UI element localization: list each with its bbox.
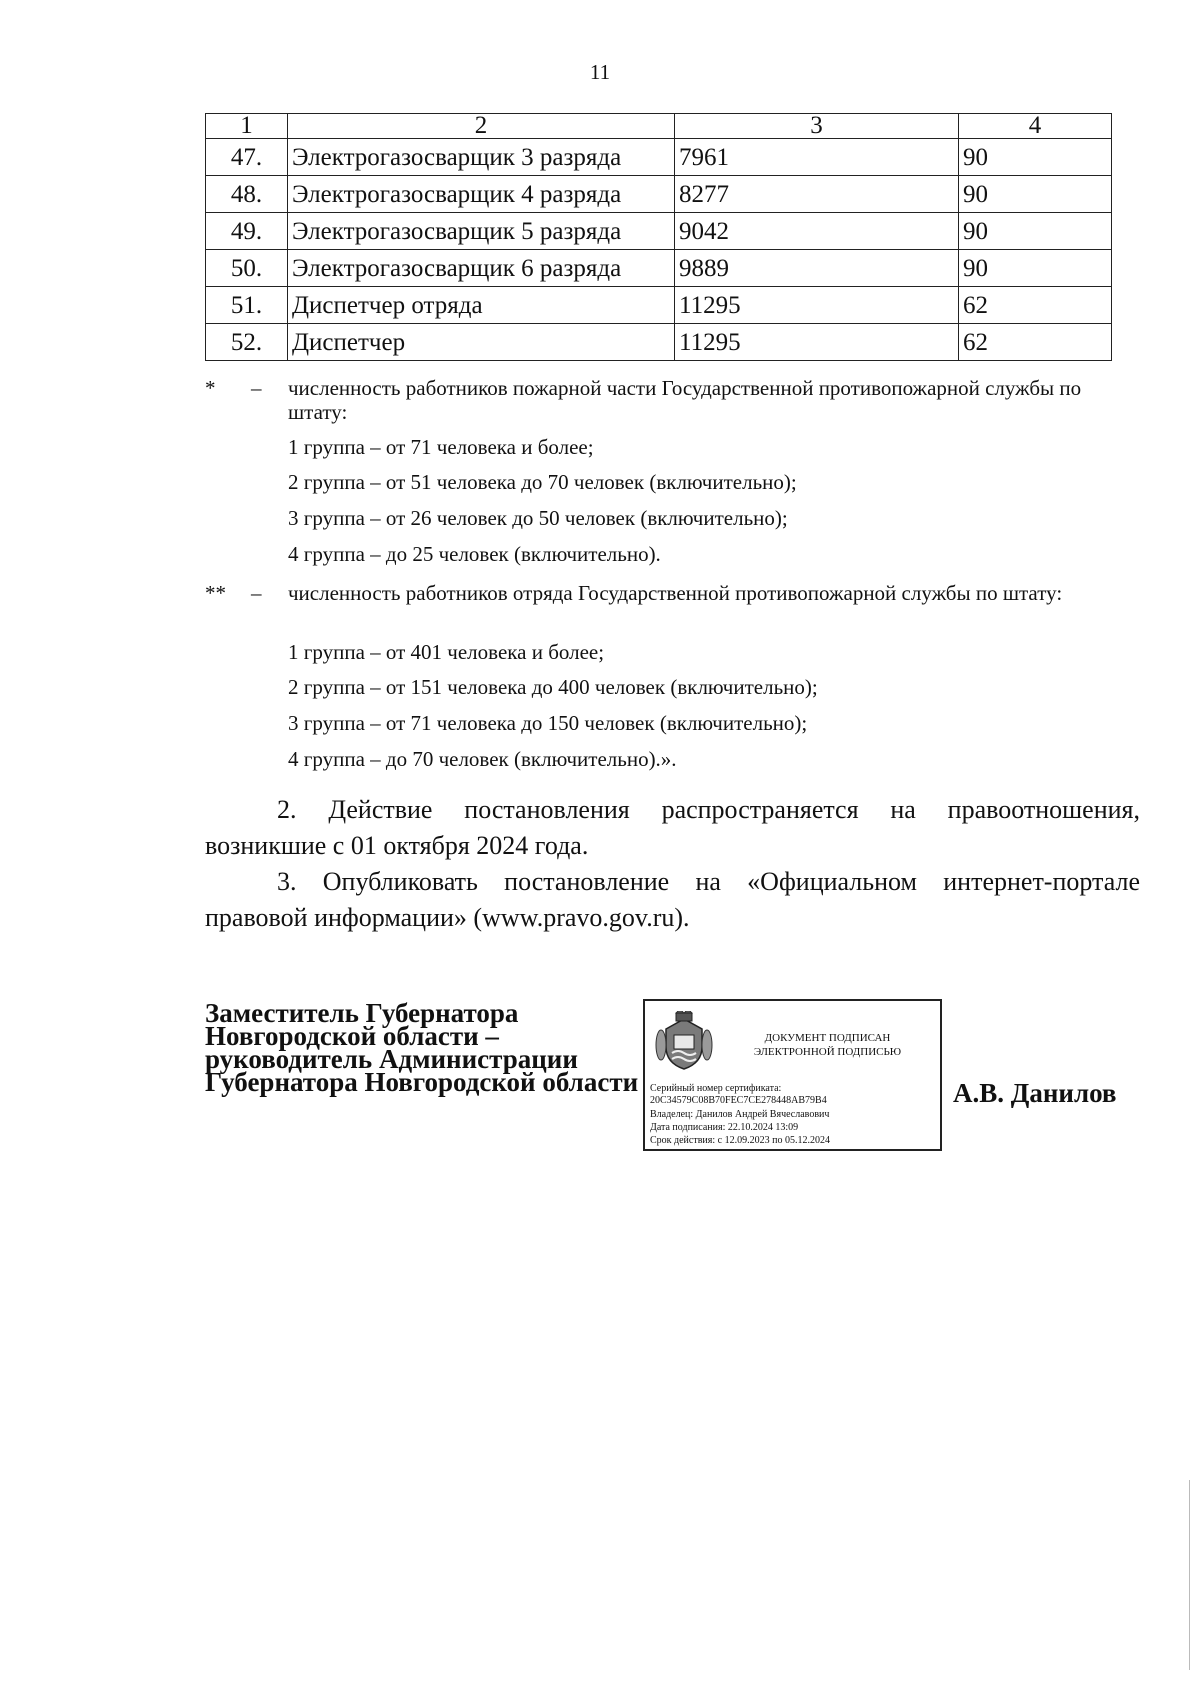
footnote-group-item: 2 группа – от 151 человека до 400 человек (включительно); <box>288 675 818 699</box>
salary-value: 7961 <box>675 139 959 176</box>
paragraph-publication: 3. Опубликовать постановление на «Официальном интернет-портале правовой информации» (www.pravo.gov.ru). <box>205 867 1140 932</box>
footnote-group-item: 3 группа – от 71 человека до 150 человек (включительно); <box>288 711 808 735</box>
table-row <box>206 176 1112 213</box>
electronic-signature-stamp <box>643 999 942 1151</box>
position-name: Электрогазосварщик 5 разряда <box>288 213 675 250</box>
footnote-text: численность работников отряда Государственной противопожарной службы по штату: <box>288 581 1063 605</box>
footnote-group-item: 1 группа – от 71 человека и более; <box>288 435 594 459</box>
footnote-group-item: 3 группа – от 26 человек до 50 человек (включительно); <box>288 506 788 530</box>
footnote-group-item: 1 группа – от 401 человека и более; <box>288 640 605 664</box>
salary-value: 8277 <box>675 176 959 213</box>
certificate-owner: Владелец: Данилов Андрей Вячеславович <box>650 1109 830 1120</box>
footnote-group-item: 2 группа – от 51 человека до 70 человек (включительно); <box>288 470 797 494</box>
signatory-title-line: Заместитель Губернатора <box>205 998 519 1028</box>
salary-value: 11295 <box>675 287 959 324</box>
row-number: 51. <box>206 287 288 324</box>
signatory-title-line: руководитель Администрации <box>205 1044 578 1074</box>
percent-value: 62 <box>959 287 1112 324</box>
certificate-validity: Срок действия: с 12.09.2023 по 05.12.2024 <box>650 1135 830 1146</box>
signing-date: Дата подписания: 22.10.2024 13:09 <box>650 1122 799 1133</box>
column-header: 1 <box>206 114 288 139</box>
signatory-title <box>205 998 645 1097</box>
row-number: 50. <box>206 250 288 287</box>
position-name: Электрогазосварщик 4 разряда <box>288 176 675 213</box>
coat-of-arms-icon <box>654 1011 714 1077</box>
signatory-title-line: Губернатора Новгородской области <box>205 1067 639 1097</box>
stamp-header-line: ЭЛЕКТРОННОЙ ПОДПИСЬЮ <box>753 1046 902 1058</box>
salary-table <box>205 113 1112 361</box>
table-row <box>206 287 1112 324</box>
table-header-row <box>206 114 1112 139</box>
position-name: Электрогазосварщик 6 разряда <box>288 250 675 287</box>
position-name: Диспетчер отряда <box>288 287 675 324</box>
percent-value: 90 <box>959 250 1112 287</box>
column-header: 2 <box>288 114 675 139</box>
table-row <box>206 139 1112 176</box>
footnote-text: численность работников пожарной части Государственной противопожарной службы по штату: <box>288 376 1082 424</box>
stamp-header-line: ДОКУМЕНТ ПОДПИСАН <box>764 1032 891 1044</box>
percent-value: 90 <box>959 139 1112 176</box>
footnote-mark: ** <box>205 581 226 605</box>
footnote-group-item: 4 группа – до 25 человек (включительно). <box>288 542 661 566</box>
footnote-mark: * <box>205 376 216 400</box>
footnote-dash: – <box>251 581 262 605</box>
row-number: 47. <box>206 139 288 176</box>
scan-edge-divider <box>1189 1480 1190 1670</box>
footnote-dash: – <box>251 376 262 400</box>
table-row <box>206 324 1112 361</box>
row-number: 49. <box>206 213 288 250</box>
certificate-serial-label: Серийный номер сертификата: <box>650 1083 782 1094</box>
percent-value: 90 <box>959 213 1112 250</box>
column-header: 3 <box>675 114 959 139</box>
signatory-title-line: Новгородской области – <box>205 1021 499 1051</box>
row-number: 48. <box>206 176 288 213</box>
salary-value: 9889 <box>675 250 959 287</box>
paragraph-effective-date: 2. Действие постановления распространяется на правоотношения, возникшие с 01 октября 2024 года. <box>205 795 1140 860</box>
stamp-header <box>725 1031 930 1059</box>
percent-value: 90 <box>959 176 1112 213</box>
position-name: Электрогазосварщик 3 разряда <box>288 139 675 176</box>
signer-name: А.В. Данилов <box>953 1078 1117 1108</box>
row-number: 52. <box>206 324 288 361</box>
salary-value: 9042 <box>675 213 959 250</box>
certificate-serial-value: 20C34579C08B70FEC7CE278448AB79B4 <box>650 1095 827 1106</box>
percent-value: 62 <box>959 324 1112 361</box>
footnote-group-item: 4 группа – до 70 человек (включительно).». <box>288 747 677 771</box>
position-name: Диспетчер <box>288 324 675 361</box>
salary-value: 11295 <box>675 324 959 361</box>
table-row <box>206 213 1112 250</box>
table-row <box>206 250 1112 287</box>
page-number: 11 <box>589 60 611 84</box>
column-header: 4 <box>959 114 1112 139</box>
